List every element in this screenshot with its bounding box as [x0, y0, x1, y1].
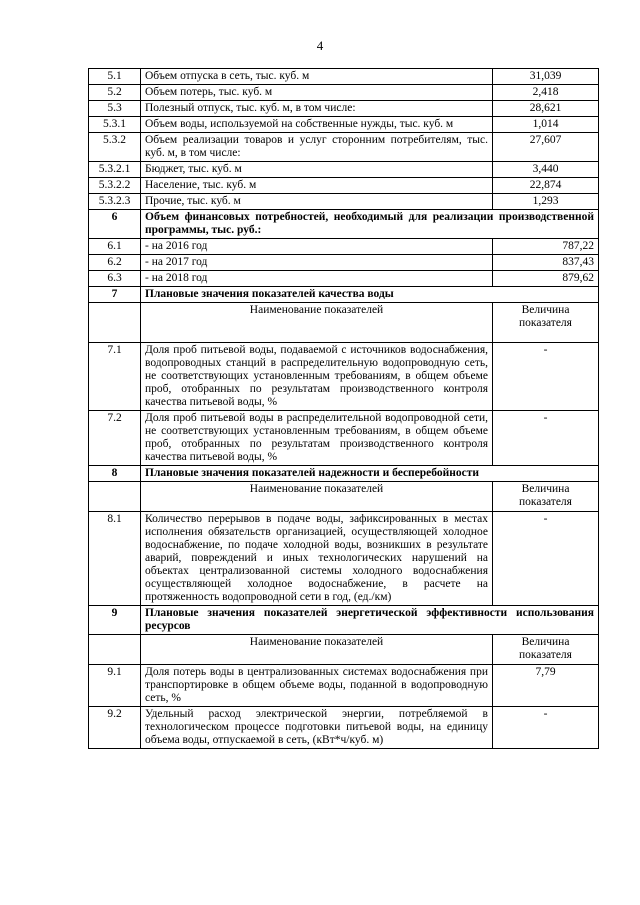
row-value: 879,62	[493, 271, 599, 287]
row-value: 7,79	[493, 665, 599, 707]
table-row	[89, 85, 599, 101]
section-number: 9	[89, 606, 141, 635]
section-title: Плановые значения показателей надежности и бесперебойности	[141, 466, 599, 482]
table-row	[89, 665, 599, 707]
row-number: 6.2	[89, 255, 141, 271]
row-text: - на 2017 год	[141, 255, 493, 271]
row-value: -	[493, 512, 599, 606]
table-row	[89, 411, 599, 466]
table-row	[89, 255, 599, 271]
row-text: - на 2016 год	[141, 239, 493, 255]
row-value: 787,22	[493, 239, 599, 255]
row-text: Объем потерь, тыс. куб. м	[141, 85, 493, 101]
row-number: 5.3.2.3	[89, 194, 141, 210]
row-value: -	[493, 707, 599, 749]
row-text: Удельный расход электрической энергии, потребляемой в технологическом процессе подготовки питьевой воды, на единицу объема воды, отпускаемой в сеть, (кВт*ч/куб. м)	[141, 707, 493, 749]
row-value: 1,014	[493, 117, 599, 133]
row-value: 22,874	[493, 178, 599, 194]
table-row	[89, 101, 599, 117]
row-value: 837,43	[493, 255, 599, 271]
row-number: 5.3.2	[89, 133, 141, 162]
header-empty	[89, 635, 141, 665]
row-number: 5.3.1	[89, 117, 141, 133]
row-text: Доля проб питьевой воды в распределительной водопроводной сети, не соответствующих установленным требованиям, в общем объеме проб, отобранных по результатам производственного контроля качества питьевой воды, %	[141, 411, 493, 466]
table-row	[89, 707, 599, 749]
row-value: 31,039	[493, 69, 599, 85]
header-value: Величина показателя	[493, 303, 599, 343]
section-number: 6	[89, 210, 141, 239]
row-number: 6.3	[89, 271, 141, 287]
section-row	[89, 210, 599, 239]
row-number: 7.1	[89, 343, 141, 411]
row-number: 8.1	[89, 512, 141, 606]
row-text: Количество перерывов в подаче воды, зафиксированных в местах исполнения обязательств организацией, осуществляющей холодное водоснабжение, по подаче холодной воды, возникших в результате аварий, повреждений и иных технологических нарушений на объектах централизованной системы холодного водоснабжения осуществляющей холодное водоснабжение, в расчете на протяженность водопроводной сети в год, (ед./км)	[141, 512, 493, 606]
column-header-row	[89, 482, 599, 512]
row-text: Прочие, тыс. куб. м	[141, 194, 493, 210]
row-text: Доля потерь воды в централизованных системах водоснабжения при транспортировке в общем объеме воды, поданной в водопроводную сеть, %	[141, 665, 493, 707]
row-value: 2,418	[493, 85, 599, 101]
row-number: 5.3.2.1	[89, 162, 141, 178]
table-row	[89, 162, 599, 178]
production-program-table	[88, 68, 599, 749]
header-value: Величина показателя	[493, 482, 599, 512]
row-value: 3,440	[493, 162, 599, 178]
row-text: Полезный отпуск, тыс. куб. м, в том числе:	[141, 101, 493, 117]
table-row	[89, 343, 599, 411]
section-row	[89, 606, 599, 635]
table-row	[89, 271, 599, 287]
header-empty	[89, 303, 141, 343]
row-number: 5.3	[89, 101, 141, 117]
row-text: Объем реализации товаров и услуг сторонним потребителям, тыс. куб. м, в том числе:	[141, 133, 493, 162]
table-row	[89, 117, 599, 133]
row-number: 9.2	[89, 707, 141, 749]
table-row	[89, 239, 599, 255]
row-text: Доля проб питьевой воды, подаваемой с источников водоснабжения, водопроводных станций в распределительную водопроводную сеть, не соответствующих установленным требованиям, в общем объеме проб, отобранных по результатам производственного контроля качества питьевой воды, %	[141, 343, 493, 411]
row-text: Объем отпуска в сеть, тыс. куб. м	[141, 69, 493, 85]
row-value: 1,293	[493, 194, 599, 210]
header-name: Наименование показателей	[141, 303, 493, 343]
section-row	[89, 466, 599, 482]
section-number: 8	[89, 466, 141, 482]
row-value: -	[493, 343, 599, 411]
section-title: Объем финансовых потребностей, необходимый для реализации производственной программы, тыс. руб.:	[141, 210, 599, 239]
header-value: Величина показателя	[493, 635, 599, 665]
section-number: 7	[89, 287, 141, 303]
table-row	[89, 512, 599, 606]
row-number: 7.2	[89, 411, 141, 466]
section-row	[89, 287, 599, 303]
row-number: 9.1	[89, 665, 141, 707]
row-value: -	[493, 411, 599, 466]
table-row	[89, 194, 599, 210]
row-value: 27,607	[493, 133, 599, 162]
row-text: Население, тыс. куб. м	[141, 178, 493, 194]
table-row	[89, 69, 599, 85]
row-text: Бюджет, тыс. куб. м	[141, 162, 493, 178]
row-number: 5.3.2.2	[89, 178, 141, 194]
header-empty	[89, 482, 141, 512]
column-header-row	[89, 303, 599, 343]
table-row	[89, 178, 599, 194]
section-title: Плановые значения показателей качества воды	[141, 287, 599, 303]
row-text: Объем воды, используемой на собственные нужды, тыс. куб. м	[141, 117, 493, 133]
header-name: Наименование показателей	[141, 635, 493, 665]
row-value: 28,621	[493, 101, 599, 117]
table-row	[89, 133, 599, 162]
row-text: - на 2018 год	[141, 271, 493, 287]
section-title: Плановые значения показателей энергетической эффективности использования ресурсов	[141, 606, 599, 635]
column-header-row	[89, 635, 599, 665]
row-number: 5.2	[89, 85, 141, 101]
row-number: 5.1	[89, 69, 141, 85]
row-number: 6.1	[89, 239, 141, 255]
page-number: 4	[316, 38, 324, 53]
header-name: Наименование показателей	[141, 482, 493, 512]
